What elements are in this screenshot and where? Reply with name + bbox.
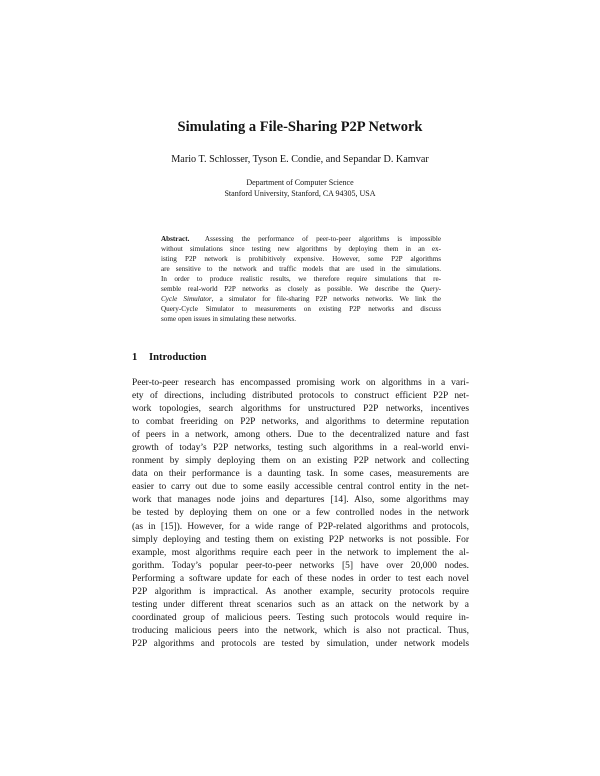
section-heading <box>132 351 207 365</box>
abstract-line: Cycle Simulator, a simulator for file-sharing P2P networks networks. We link the <box>161 295 441 303</box>
body-line: testing under different threat scenarios such as an attack on the network by a <box>132 599 469 610</box>
abstract <box>161 234 441 324</box>
body-line: work topologies, search algorithms for unstructured P2P networks, incentives <box>132 404 469 415</box>
abstract-line: without simulations since testing new algorithms by deploying them in an ex- <box>161 245 441 253</box>
abstract-line: semble real-world P2P networks as closely as possible. We describe the Query- <box>161 285 441 293</box>
body-line: growth of today’s P2P networks, testing such algorithms in a real-world envi- <box>132 443 469 454</box>
body-line: P2P algorithm is impractical. As another example, security protocols require <box>132 586 469 597</box>
body-line: simply deploying and testing them on existing P2P networks is not possible. For <box>132 534 469 545</box>
body-text <box>132 377 469 651</box>
body-line: troducing malicious peers into the network, which is also not practical. Thus, <box>132 625 469 636</box>
affiliation-department: Department of Computer Science <box>246 178 354 187</box>
author-list: Mario T. Schlosser, Tyson E. Condie, and Sepandar D. Kamvar <box>171 154 429 165</box>
body-line: be tested by deploying them on one or a few controlled nodes in the network <box>132 508 469 519</box>
simulator-name: Query- <box>420 285 441 293</box>
body-line: easier to carry out due to some easily accessible central control entity in the net- <box>132 482 469 493</box>
body-line: Peer-to-peer research has encompassed promising work on algorithms in a vari- <box>132 378 469 388</box>
section-title: Introduction <box>149 352 207 363</box>
abstract-line: some open issues in simulating these networks. <box>161 315 297 323</box>
paper-title: Simulating a File-Sharing P2P Network <box>177 119 423 135</box>
body-line: Performing a software update for each of these nodes in order to test each novel <box>132 573 469 584</box>
abstract-label: Abstract. <box>161 235 190 243</box>
section-number: 1 <box>132 352 138 363</box>
affiliation <box>0 178 600 199</box>
body-line: gorithm. Today’s popular peer-to-peer networks [5] have over 20,000 nodes. <box>132 560 469 571</box>
body-line: work that manages node joins and departures [14]. Also, some algorithms may <box>132 495 469 506</box>
affiliation-university: Stanford University, Stanford, CA 94305, USA <box>224 188 376 198</box>
abstract-line: isting P2P network is prohibitively expensive. However, some P2P algorithms <box>161 255 441 263</box>
body-line: coordinated group of malicious peers. Testing such protocols would require in- <box>132 612 469 623</box>
abstract-line: are sensitive to the network and traffic models that are used in the simulations. <box>161 265 441 273</box>
abstract-line: Abstract. Assessing the performance of peer-to-peer algorithms is impossible <box>161 235 441 243</box>
body-line: (as in [15]). However, for a wide range of P2P-related algorithms and protocols, <box>132 521 469 532</box>
simulator-name: Cycle Simulator <box>161 295 212 303</box>
abstract-line: Query-Cycle Simulator to measurements on existing P2P networks and discuss <box>161 305 441 313</box>
body-line: data on their performance is a daunting task. In some cases, measurements are <box>132 469 469 480</box>
body-line: to combat freeriding on P2P networks, and algorithms to determine reputation <box>132 417 469 428</box>
body-line: example, most algorithms require each peer in the network to implement the al- <box>132 547 469 558</box>
body-line: ety of directions, including distributed protocols to construct efficient P2P net- <box>132 391 469 402</box>
body-line: ronment by simply deploying them on an existing P2P network and collecting <box>132 456 469 467</box>
body-line: of peers in a network, among others. Due to the decentralized nature and fast <box>132 430 469 441</box>
abstract-line: In order to produce realistic results, we therefore require simulations that re- <box>161 275 441 283</box>
body-line: P2P algorithms and protocols are tested by simulation, under network models <box>132 638 469 649</box>
